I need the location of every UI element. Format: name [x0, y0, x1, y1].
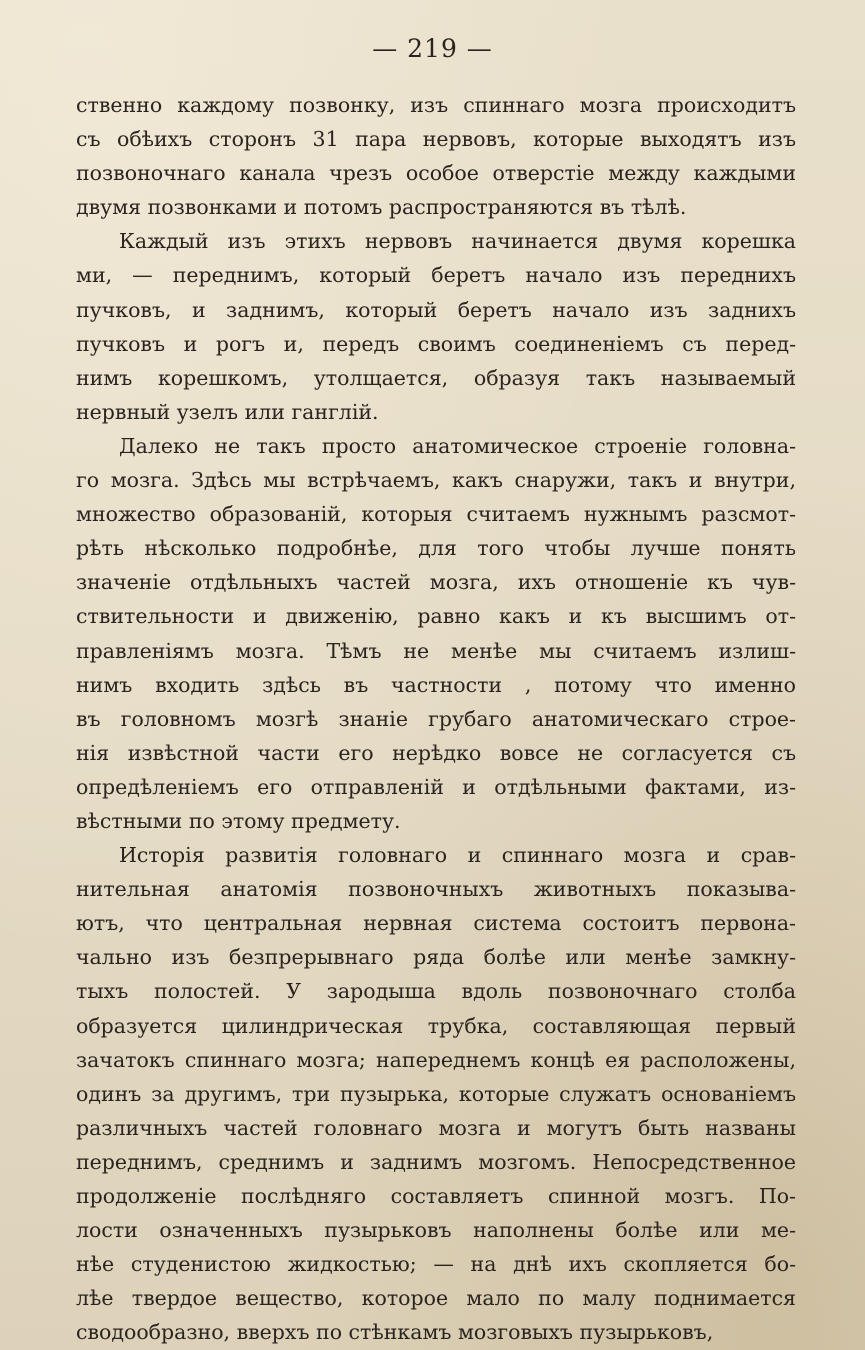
text-line: образуется цилиндрическая трубка, составляющая первый: [76, 1013, 796, 1038]
text-line: ствительности и движенію, равно какъ и къ высшимъ от-: [76, 604, 796, 629]
text-line: нимъ корешкомъ, утолщается, образуя такъ называемый: [76, 365, 796, 390]
text-line: съ обѣихъ сторонъ 31 пара нервовъ, которые выходятъ изъ: [76, 127, 796, 152]
text-line: различныхъ частей головнаго мозга и могутъ быть названы: [76, 1115, 796, 1140]
text-line: продолженіе послѣдняго составляетъ спинной мозгъ. По-: [76, 1184, 796, 1208]
text-line: переднимъ, среднимъ и заднимъ мозгомъ. Непосредственное: [76, 1149, 796, 1174]
paragraph: [76, 88, 796, 224]
text-line: въ головномъ мозгѣ знаніе грубаго анатомическаго строе-: [76, 706, 796, 731]
text-line: сводообразно, вверхъ по стѣнкамъ мозговыхъ пузырьковъ,: [76, 1320, 714, 1345]
text-line: правленіямъ мозга. Тѣмъ не менѣе мы считаемъ излиш-: [76, 638, 796, 663]
text-line: ютъ, что центральная нервная система состоитъ первона-: [76, 911, 796, 936]
paragraph: [76, 429, 796, 838]
text-line: множество образованій, которыя считаемъ нужнымъ разсмот-: [76, 502, 796, 527]
text-line: лости означенныхъ пузырьковъ наполнены болѣе или ме-: [76, 1218, 796, 1243]
text-line: нимъ входить здѣсь въ частности , потому что именно: [76, 672, 796, 697]
page-number: — 219 —: [372, 34, 493, 63]
text-line: лѣе твердое вещество, которое мало по малу поднимается: [76, 1286, 796, 1311]
text-line: пучковъ и рогъ и, передъ своимъ соединеніемъ съ перед-: [76, 331, 796, 356]
text-line: позвоночнаго канала чрезъ особое отверстіе между каждыми: [76, 161, 796, 186]
text-line: нія извѣстной части его нерѣдко вовсе не согласуется съ: [76, 740, 796, 765]
paragraph: [76, 838, 796, 1349]
paragraph: [76, 224, 796, 429]
text-line: рѣть нѣсколько подробнѣе, для того чтобы лучше понять: [76, 536, 796, 561]
text-line: ственно каждому позвонку, изъ спиннаго мозга происходитъ: [76, 93, 796, 117]
text-line: Исторія развитія головнаго и спиннаго мозга и срав-: [119, 843, 796, 868]
text-line: зачатокъ спиннаго мозга; напереднемъ концѣ ея расположены,: [76, 1047, 796, 1072]
text-line: ми, — переднимъ, который беретъ начало изъ переднихъ: [76, 263, 796, 288]
text-line: значеніе отдѣльныхъ частей мозга, ихъ отношеніе къ чув-: [76, 570, 796, 595]
text-line: вѣстными по этому предмету.: [76, 808, 401, 833]
text-line: нѣе студенистою жидкостью; — на днѣ ихъ скопляется бо-: [76, 1252, 796, 1277]
text-line: нервный узелъ или ганглій.: [76, 399, 379, 424]
text-line: го мозга. Здѣсь мы встрѣчаемъ, какъ снаружи, такъ и внутри,: [76, 468, 796, 493]
text-line: чально изъ безпрерывнаго ряда болѣе или менѣе замкну-: [76, 945, 796, 970]
text-line: одинъ за другимъ, три пузырька, которые служатъ основаніемъ: [76, 1081, 796, 1106]
text-line: пучковъ, и заднимъ, который беретъ начало изъ заднихъ: [76, 297, 796, 322]
text-line: нительная анатомія позвоночныхъ животныхъ показыва-: [76, 877, 796, 902]
text-line: опредѣленіемъ его отправленій и отдѣльными фактами, из-: [76, 774, 796, 799]
body-text: [76, 88, 796, 1349]
text-line: двумя позвонками и потомъ распространяются въ тѣлѣ.: [76, 195, 687, 220]
text-line: Каждый изъ этихъ нервовъ начинается двумя корешка: [119, 229, 796, 254]
text-line: тыхъ полостей. У зародыша вдоль позвоночнаго столба: [76, 979, 796, 1004]
text-line: Далеко не такъ просто анатомическое строеніе головна-: [119, 433, 796, 458]
